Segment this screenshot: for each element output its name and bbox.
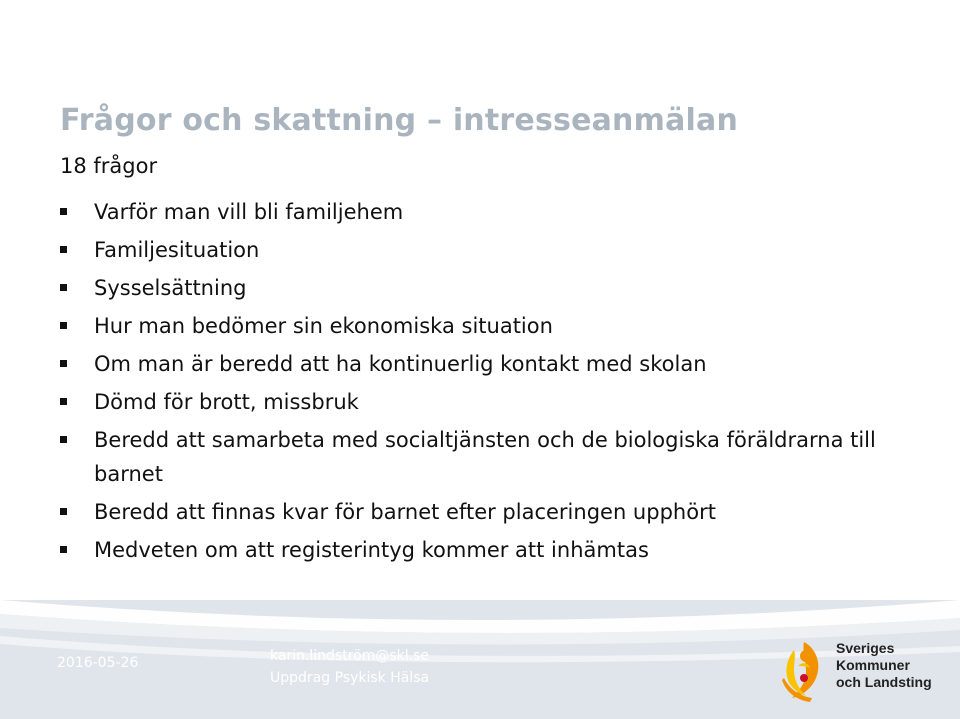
logo-line-3: och Landsting	[836, 674, 932, 690]
list-item	[60, 421, 940, 493]
square-bullet-icon	[60, 436, 67, 443]
square-bullet-icon	[60, 322, 67, 329]
logo-line-2: Kommuner	[836, 657, 910, 673]
list-item	[60, 269, 940, 307]
square-bullet-icon	[60, 360, 67, 367]
list-item	[60, 531, 940, 569]
skl-flower-icon	[776, 638, 832, 704]
list-item-text: Familjesituation	[94, 238, 260, 262]
square-bullet-icon	[60, 246, 67, 253]
slide-subtitle: 18 frågor	[60, 154, 158, 178]
list-item	[60, 231, 940, 269]
list-item-text: Om man är beredd att ha kontinuerlig kontakt med skolan	[94, 352, 707, 376]
list-item-text: Hur man bedömer sin ekonomiska situation	[94, 314, 553, 338]
logo-wordmark	[836, 640, 932, 691]
list-item	[60, 345, 940, 383]
list-item-text: Sysselsättning	[94, 276, 247, 300]
list-item	[60, 383, 940, 421]
footer-date: 2016-05-26	[57, 655, 139, 671]
slide-title: Frågor och skattning – intresseanmälan	[60, 103, 739, 138]
skl-logo	[776, 638, 946, 704]
footer-email: karin.lindström@skl.se	[270, 648, 430, 664]
list-item	[60, 307, 940, 345]
square-bullet-icon	[60, 208, 67, 215]
square-bullet-icon	[60, 546, 67, 553]
list-item-text: Beredd att finnas kvar för barnet efter placeringen upphört	[94, 500, 716, 524]
bullet-list	[60, 193, 940, 569]
list-item-text: Dömd för brott, missbruk	[94, 390, 359, 414]
square-bullet-icon	[60, 284, 67, 291]
logo-line-1: Sveriges	[836, 640, 895, 656]
footer-assignment: Uppdrag Psykisk Hälsa	[270, 670, 430, 686]
square-bullet-icon	[60, 398, 67, 405]
list-item	[60, 193, 940, 231]
list-item-text: Varför man vill bli familjehem	[94, 200, 404, 224]
square-bullet-icon	[60, 508, 67, 515]
list-item-text: Medveten om att registerintyg kommer att inhämtas	[94, 538, 649, 562]
list-item	[60, 493, 940, 531]
footer-contact	[270, 645, 429, 689]
list-item-text: Beredd att samarbeta med socialtjänsten och de biologiska föräldrarna till barnet	[94, 428, 876, 486]
